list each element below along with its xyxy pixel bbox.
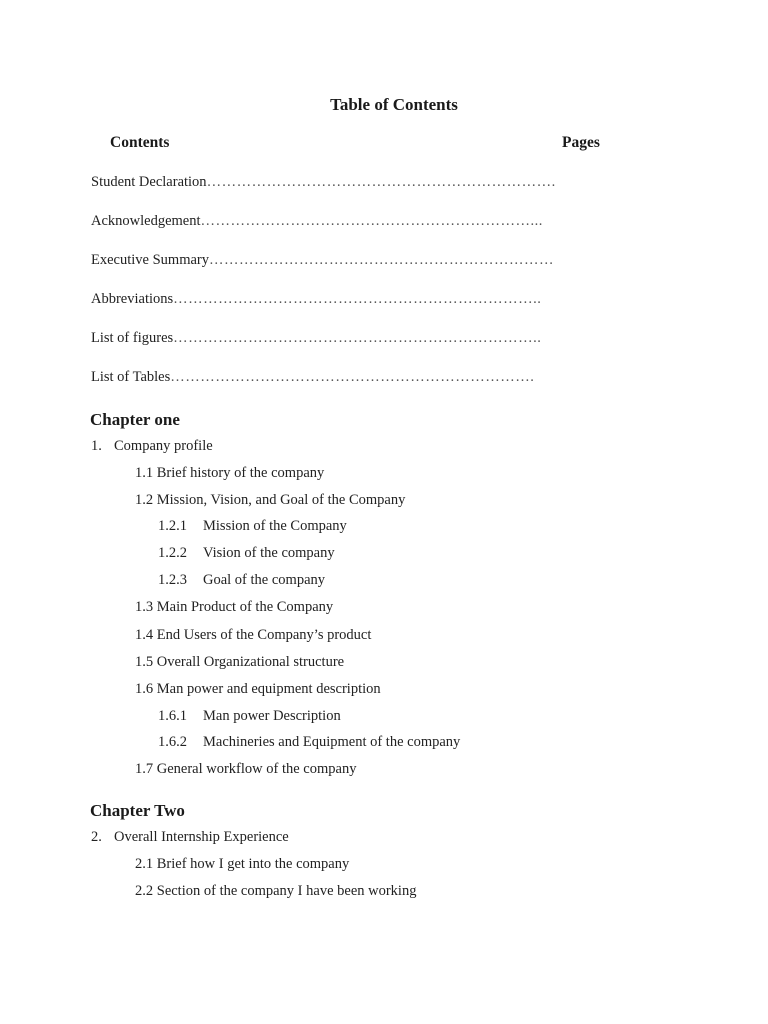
toc-leader-dots: …………………………………………………………... [200,213,543,229]
toc-leader-dots: ……………………………………………………………….. [173,291,542,307]
subsection-title: Man power Description [203,708,341,724]
subsection-title: Mission of the Company [203,518,347,534]
chapter-two-heading: Chapter Two [90,801,185,820]
toc-subsection-1-6-2 [158,734,460,751]
section-title: Company profile [114,438,213,454]
subsection-title: 2.1 Brief how I get into the company [135,856,350,872]
toc-subsection-1-6 [135,681,381,698]
subsection-title: 1.7 General workflow of the company [135,761,357,777]
subsection-title: 2.2 Section of the company I have been working [135,883,417,899]
toc-leader-dots: ………………………………………………………………. [170,369,535,385]
toc-subsection-1-2-1 [158,518,347,535]
toc-section-2 [91,829,289,846]
toc-entry-label: Executive Summary [91,252,209,268]
toc-subsection-1-7 [135,761,356,778]
section-number: 2. [91,829,102,845]
subsection-title: Vision of the company [203,545,335,561]
toc-entry-student-declaration [91,174,556,191]
toc-subsection-2-1 [135,856,349,873]
toc-subsection-1-3 [135,599,333,616]
subsection-number: 1.2.1 [158,518,187,534]
toc-subsection-1-4 [135,627,371,644]
toc-leader-dots: …………………………………………………………… [208,252,554,268]
toc-subsection-1-2-2 [158,545,335,562]
toc-entry-abbreviations [91,291,541,308]
subsection-number: 1.6.2 [158,734,187,750]
toc-subsection-1-2 [135,492,405,509]
subsection-number: 1.2.3 [158,572,187,588]
toc-subsection-1-5 [135,654,344,671]
subsection-title: 1.3 Main Product of the Company [135,599,334,615]
pages-column-header: Pages [562,134,600,151]
toc-leader-dots: ……………………………………………………………. [206,174,556,190]
subsection-title: Machineries and Equipment of the company [203,734,461,750]
subsection-title: 1.4 End Users of the Company’s product [135,627,372,643]
subsection-title: 1.2 Mission, Vision, and Goal of the Company [135,492,406,508]
subsection-title: 1.6 Man power and equipment description [135,681,381,697]
toc-entry-label: Student Declaration [91,174,207,190]
toc-entry-label: List of Tables [91,369,171,385]
toc-section-1 [91,438,213,455]
toc-subsection-1-6-1 [158,708,341,725]
toc-subsection-2-2 [135,883,416,900]
toc-entry-list-of-figures [91,330,541,347]
toc-subsection-1-2-3 [158,572,325,589]
chapter-one-heading: Chapter one [90,410,180,429]
subsection-number: 1.2.2 [158,545,187,561]
section-number: 1. [91,438,102,454]
toc-entry-executive-summary [91,252,554,269]
subsection-title: 1.5 Overall Organizational structure [135,654,345,670]
page-title: Table of Contents [330,95,458,114]
subsection-title: Goal of the company [203,572,326,588]
toc-entry-label: Acknowledgement [91,213,201,229]
toc-subsection-1-1 [135,465,324,482]
toc-leader-dots: ……………………………………………………………….. [173,330,542,346]
section-title: Overall Internship Experience [114,829,289,845]
contents-column-header: Contents [110,134,170,151]
toc-entry-acknowledgement [91,213,543,230]
toc-entry-label: List of figures [91,330,174,346]
subsection-title: 1.1 Brief history of the company [135,465,325,481]
toc-entry-label: Abbreviations [91,291,174,307]
toc-entry-list-of-tables [91,369,534,386]
subsection-number: 1.6.1 [158,708,187,724]
